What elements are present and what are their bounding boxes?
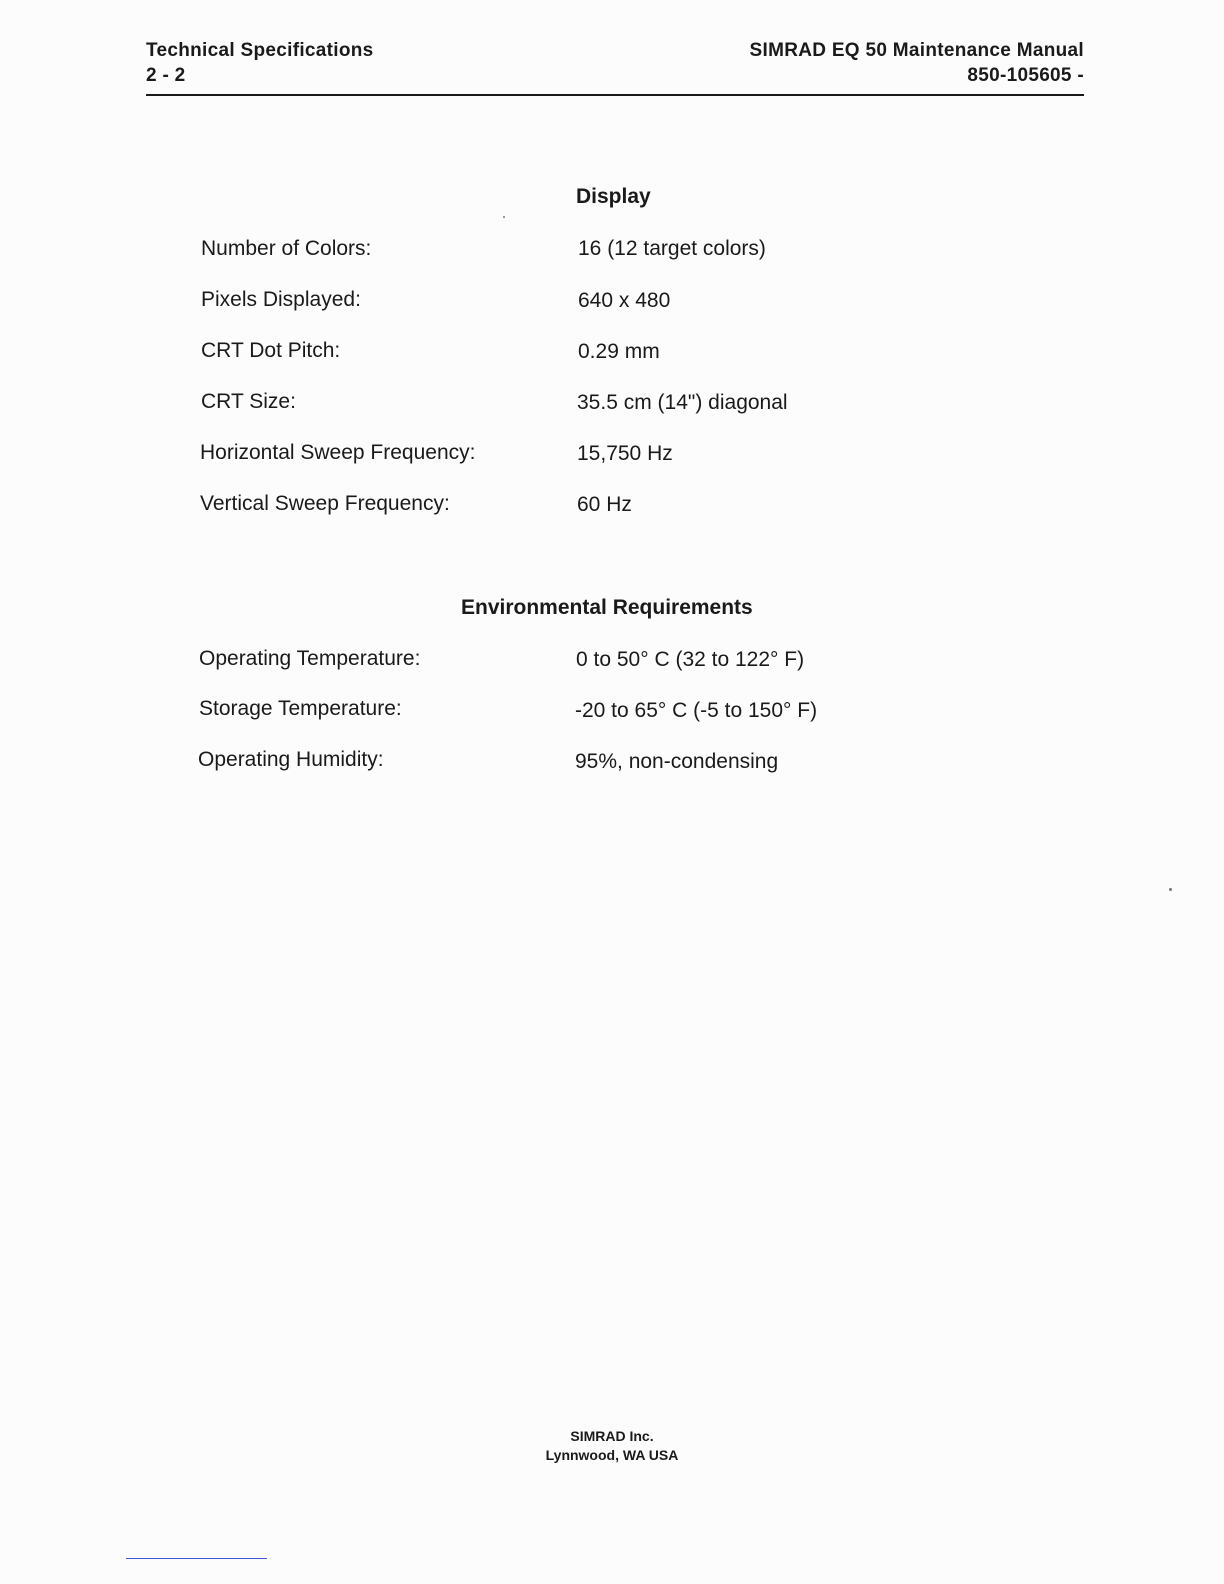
scan-speck — [1169, 888, 1172, 891]
page-number: 2 - 2 — [146, 65, 186, 86]
environmental-section-title: Environmental Requirements — [461, 596, 753, 619]
footer-company: SIMRAD Inc. — [570, 1428, 654, 1444]
spec-value: 640 x 480 — [578, 289, 671, 312]
spec-label: Horizontal Sweep Frequency: — [200, 441, 476, 464]
spec-value: 60 Hz — [577, 493, 632, 516]
spec-value: 0.29 mm — [578, 340, 660, 363]
spec-label: Pixels Displayed: — [201, 288, 361, 311]
display-section-title: Display — [576, 185, 651, 208]
spec-label: CRT Dot Pitch: — [201, 339, 341, 362]
spec-label: Operating Temperature: — [199, 647, 421, 670]
spec-label: Storage Temperature: — [199, 697, 402, 720]
spec-value: 15,750 Hz — [577, 442, 673, 465]
spec-value: 0 to 50° C (32 to 122° F) — [576, 648, 805, 671]
section-name: Technical Specifications — [146, 40, 374, 61]
page-header — [146, 38, 1084, 96]
footer-location: Lynnwood, WA USA — [545, 1447, 679, 1463]
scan-speck — [503, 216, 505, 218]
spec-label: CRT Size: — [201, 390, 296, 413]
spec-value: 95%, non-condensing — [575, 750, 779, 773]
spec-label: Operating Humidity: — [198, 748, 384, 771]
spec-value: 16 (12 target colors) — [578, 237, 766, 260]
document-number: 850-105605 - — [967, 65, 1084, 86]
spec-value: 35.5 cm (14") diagonal — [577, 391, 788, 414]
spec-value: -20 to 65° C (-5 to 150° F) — [575, 699, 818, 722]
spec-label: Number of Colors: — [201, 237, 372, 260]
manual-title: SIMRAD EQ 50 Maintenance Manual — [749, 40, 1084, 61]
spec-label: Vertical Sweep Frequency: — [200, 492, 450, 515]
bottom-rule — [126, 1558, 267, 1559]
